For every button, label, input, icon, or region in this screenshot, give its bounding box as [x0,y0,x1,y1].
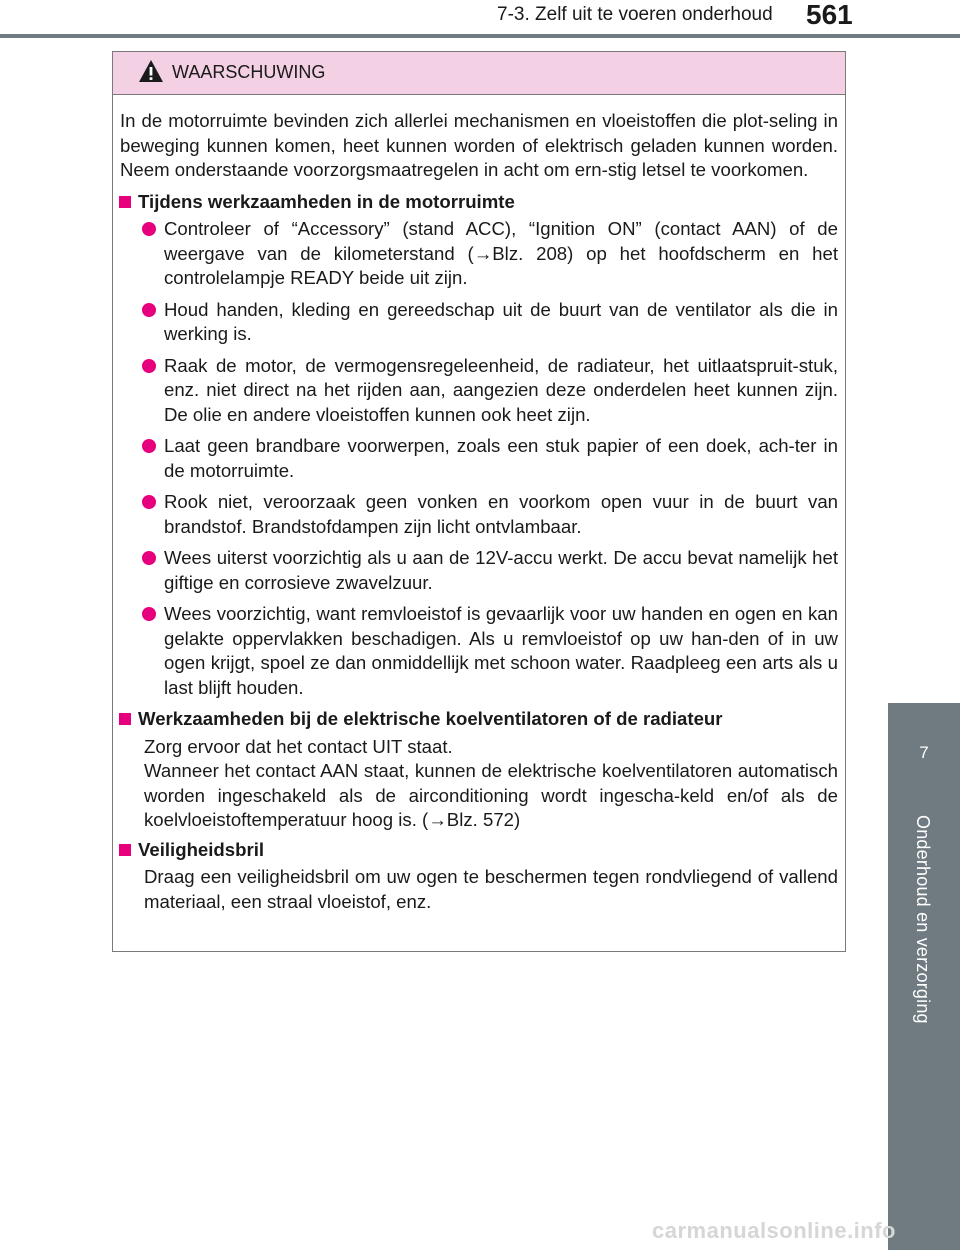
chapter-tab[interactable] [888,703,960,1250]
footer-watermark: carmanualsonline.info [652,1218,896,1243]
section-heading: Veiligheidsbril [118,838,838,863]
section-heading: Tijdens werkzaamheden in de motorruimte [118,190,838,215]
warning-triangle-icon [138,59,164,83]
chapter-title: Onderhoud en verzorging [913,815,933,1024]
list-item: Rook niet, veroorzaak geen vonken en voorkom open vuur in de buurt van brandstof. Brandstofdampen zijn licht ontvlambaar. [120,490,838,539]
section-heading: Werkzaamheden bij de elektrische koelventilatoren of de radiateur [118,707,838,732]
paragraph: Draag een veiligheidsbril om uw ogen te beschermen tegen rondvliegend of vallend materiaal, een straal vloeistof, enz. [144,866,838,912]
warning-body [113,95,845,914]
warning-title: WAARSCHUWING [172,62,326,82]
paragraph: Zorg ervoor dat het contact UIT staat. [144,735,453,757]
list-item: Laat geen brandbare voorwerpen, zoals een stuk papier of een doek, ach-ter in de motorruimte. [120,434,838,483]
circle-bullet-icon [142,551,156,565]
section-title: 7-3. Zelf uit te voeren onderhoud [497,4,773,25]
list-item: Wees voorzichtig, want remvloeistof is gevaarlijk voor uw handen en ogen en kan gelakte oppervlakken beschadigen. Als u remvloeistof op uw han-den of in uw ogen krijgt, spoel ze dan onmiddellijk met schoon water. Raadpleeg een arts als u last blijft houden. [120,602,838,700]
warning-intro: In de motorruimte bevinden zich allerlei mechanismen en vloeistoffen die plot-seling in beweging kunnen komen, heet kunnen worden of elektrisch geladen kunnen worden. Neem onderstaande voorzorgsmaatregelen in acht om ern-stig letsel te voorkomen. [120,110,838,180]
circle-bullet-icon [142,495,156,509]
circle-bullet-icon [142,359,156,373]
circle-bullet-icon [142,303,156,317]
warning-header [113,52,845,95]
square-bullet-icon [119,196,131,208]
list-item: Raak de motor, de vermogensregeleenheid, de radiateur, het uitlaatspruit-stuk, enz. niet direct na het rijden aan, aangezien deze onderdelen heet kunnen zijn. De olie en andere vloeistoffen kunnen ook heet zijn. [120,354,838,428]
square-bullet-icon [119,713,131,725]
list-item: Houd handen, kleding en gereedschap uit de buurt van de ventilator als die in werking is. [120,298,838,347]
list-item: Wees uiterst voorzichtig als u aan de 12V-accu werkt. De accu bevat namelijk het giftige en corrosieve zwavelzuur. [120,546,838,595]
circle-bullet-icon [142,607,156,621]
page-number: 561 [806,0,853,30]
square-bullet-icon [119,844,131,856]
circle-bullet-icon [142,222,156,236]
list-item: Controleer of “Accessory” (stand ACC), “Ignition ON” (contact AAN) of de weergave van de kilometerstand (→Blz. 208) op het hoofdscherm en het controlelampje READY beide uit zijn. [120,217,838,291]
header-rule [0,34,960,38]
circle-bullet-icon [142,439,156,453]
warning-box [112,51,846,952]
chapter-number: 7 [919,743,929,762]
paragraph: Wanneer het contact AAN staat, kunnen de elektrische koelventilatoren automatisch worden ingeschakeld als de airconditioning wordt ingescha-keld en/of als de koelvloeistoftemperatuur hoog is. (→Blz. 572) [144,760,838,830]
